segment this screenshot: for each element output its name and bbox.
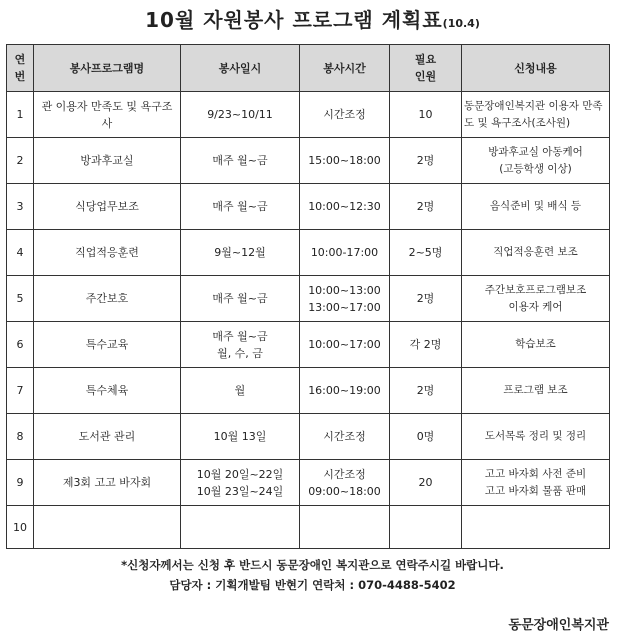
header-people: 필요 인원 <box>390 45 462 92</box>
cell-program-name: 직업적응훈련 <box>34 230 181 276</box>
cell-date: 월 <box>181 368 300 414</box>
cell-detail: 동문장애인복지관 이용자 만족도 및 욕구조사(조사원) <box>462 92 610 138</box>
cell-no: 9 <box>7 460 34 506</box>
cell-time: 10:00~13:00 13:00~17:00 <box>300 276 390 322</box>
cell-date: 10월 13일 <box>181 414 300 460</box>
cell-date: 매주 월~금 <box>181 276 300 322</box>
cell-program-name: 특수교육 <box>34 322 181 368</box>
cell-date <box>181 506 300 549</box>
cell-date: 매주 월~금 월, 수, 금 <box>181 322 300 368</box>
header-program-name: 봉사프로그램명 <box>34 45 181 92</box>
title-main: 10월 자원봉사 프로그램 계획표 <box>145 8 443 32</box>
table-row <box>7 506 610 549</box>
cell-detail: 고고 바자회 사전 준비 고고 바자회 물품 판매 <box>462 460 610 506</box>
cell-time: 시간조정 <box>300 414 390 460</box>
table-row <box>7 138 610 184</box>
table-row <box>7 414 610 460</box>
cell-program-name: 특수체육 <box>34 368 181 414</box>
cell-people: 2~5명 <box>390 230 462 276</box>
contact-text: 담당자 : 기획개발팀 반현기 연락처 : 070-4488-5402 <box>169 578 456 592</box>
cell-no: 3 <box>7 184 34 230</box>
cell-people: 10 <box>390 92 462 138</box>
cell-date: 9/23~10/11 <box>181 92 300 138</box>
cell-no: 5 <box>7 276 34 322</box>
cell-detail: 음식준비 및 배식 등 <box>462 184 610 230</box>
title-date: (10.4) <box>442 17 480 30</box>
cell-no: 6 <box>7 322 34 368</box>
cell-detail: 주간보호프로그램보조 이용자 케어 <box>462 276 610 322</box>
cell-date: 매주 월~금 <box>181 138 300 184</box>
cell-no: 8 <box>7 414 34 460</box>
table-row <box>7 460 610 506</box>
cell-program-name <box>34 506 181 549</box>
table-header-row <box>7 45 610 92</box>
cell-people: 20 <box>390 460 462 506</box>
program-table <box>6 44 610 549</box>
cell-no: 1 <box>7 92 34 138</box>
organization-name: 동문장애인복지관 <box>508 618 609 633</box>
cell-time: 10:00~17:00 <box>300 322 390 368</box>
cell-people: 2명 <box>390 276 462 322</box>
cell-date: 10월 20일~22일 10월 23일~24일 <box>181 460 300 506</box>
cell-detail: 직업적응훈련 보조 <box>462 230 610 276</box>
cell-no: 7 <box>7 368 34 414</box>
table-row <box>7 368 610 414</box>
cell-people: 2명 <box>390 138 462 184</box>
table-row <box>7 230 610 276</box>
cell-program-name: 제3회 고고 바자회 <box>34 460 181 506</box>
cell-time <box>300 506 390 549</box>
cell-people: 각 2명 <box>390 322 462 368</box>
cell-time: 16:00~19:00 <box>300 368 390 414</box>
cell-detail: 학습보조 <box>462 322 610 368</box>
cell-no: 10 <box>7 506 34 549</box>
table-row <box>7 184 610 230</box>
header-time: 봉사시간 <box>300 45 390 92</box>
notice-text: *신청자께서는 신청 후 반드시 동문장애인 복지관으로 연락주시길 바랍니다. <box>121 558 504 572</box>
header-detail: 신청내용 <box>462 45 610 92</box>
cell-people: 2명 <box>390 184 462 230</box>
table-row <box>7 322 610 368</box>
cell-program-name: 방과후교실 <box>34 138 181 184</box>
cell-people: 2명 <box>390 368 462 414</box>
page-title <box>0 4 625 33</box>
cell-time: 시간조정 09:00~18:00 <box>300 460 390 506</box>
header-date: 봉사일시 <box>181 45 300 92</box>
cell-people <box>390 506 462 549</box>
cell-people: 0명 <box>390 414 462 460</box>
cell-time: 시간조정 <box>300 92 390 138</box>
header-no: 연 번 <box>7 45 34 92</box>
cell-program-name: 식당업무보조 <box>34 184 181 230</box>
cell-time: 10:00~12:30 <box>300 184 390 230</box>
cell-date: 매주 월~금 <box>181 184 300 230</box>
cell-program-name: 주간보호 <box>34 276 181 322</box>
cell-detail: 방과후교실 아동케어 (고등학생 이상) <box>462 138 610 184</box>
table-row <box>7 92 610 138</box>
cell-time: 10:00-17:00 <box>300 230 390 276</box>
cell-time: 15:00~18:00 <box>300 138 390 184</box>
cell-detail: 도서목록 정리 및 정리 <box>462 414 610 460</box>
cell-date: 9월~12월 <box>181 230 300 276</box>
cell-program-name: 관 이용자 만족도 및 욕구조사 <box>34 92 181 138</box>
cell-program-name: 도서관 관리 <box>34 414 181 460</box>
cell-detail <box>462 506 610 549</box>
cell-detail: 프로그램 보조 <box>462 368 610 414</box>
table-row <box>7 276 610 322</box>
cell-no: 2 <box>7 138 34 184</box>
cell-no: 4 <box>7 230 34 276</box>
